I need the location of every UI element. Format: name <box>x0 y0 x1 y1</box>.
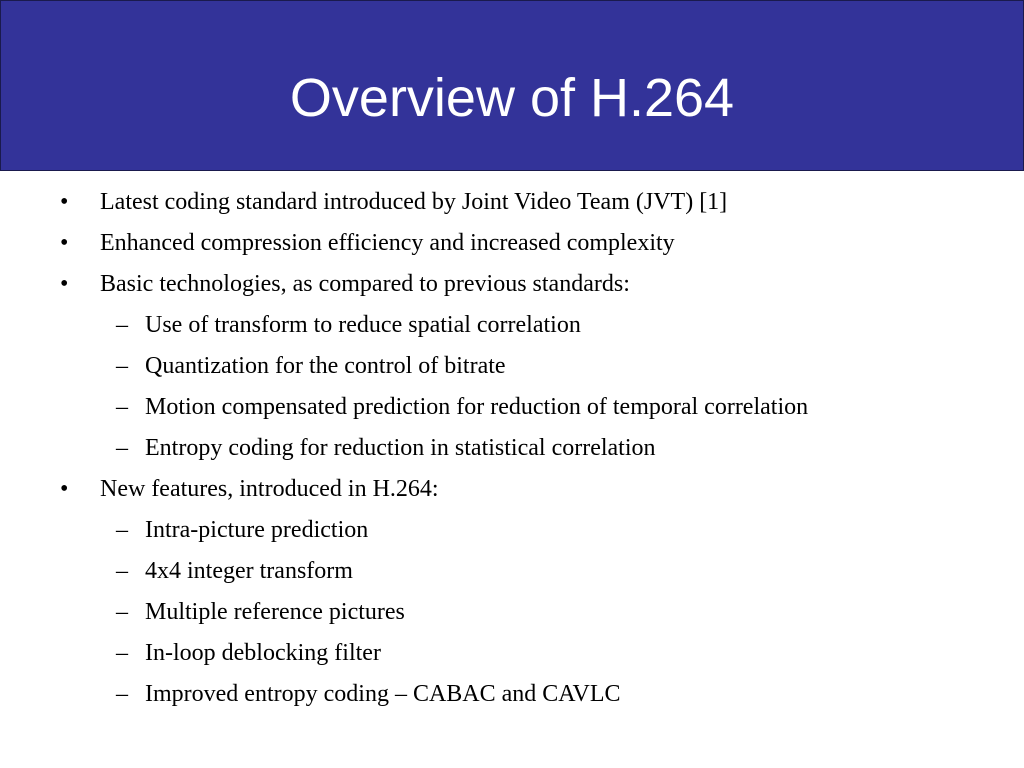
dash-marker: – <box>116 312 128 338</box>
list-item-text: Basic technologies, as compared to previous standards: <box>100 271 630 297</box>
sub-list-item-text: Entropy coding for reduction in statistical correlation <box>145 435 656 461</box>
list-item-text: Latest coding standard introduced by Joint Video Team (JVT) [1] <box>100 189 728 215</box>
dash-marker: – <box>116 394 128 420</box>
list-item <box>0 264 1024 305</box>
sub-list-item-text: Improved entropy coding – CABAC and CAVLC <box>145 681 621 707</box>
list-item <box>0 223 1024 264</box>
sub-list-item-text: 4x4 integer transform <box>145 558 353 584</box>
list-item <box>0 182 1024 223</box>
title-bar <box>0 0 1024 171</box>
dash-marker: – <box>116 435 128 461</box>
dash-marker: – <box>116 681 128 707</box>
sub-list-item-text: Intra-picture prediction <box>145 517 369 543</box>
sub-list-item <box>0 428 1024 469</box>
sub-list-item <box>0 387 1024 428</box>
dash-marker: – <box>116 517 128 543</box>
bullet-marker: • <box>60 189 69 215</box>
bullet-marker: • <box>60 271 69 297</box>
list-item-text: Enhanced compression efficiency and increased complexity <box>100 230 675 256</box>
sub-list-item-text: In-loop deblocking filter <box>145 640 381 666</box>
bullet-marker: • <box>60 230 69 256</box>
dash-marker: – <box>116 599 128 625</box>
bullet-list <box>0 182 1024 715</box>
sub-list-item <box>0 551 1024 592</box>
slide-title: Overview of H.264 <box>289 67 735 128</box>
list-item-text: New features, introduced in H.264: <box>100 476 439 502</box>
dash-marker: – <box>116 640 128 666</box>
dash-marker: – <box>116 558 128 584</box>
sub-list-item-text: Quantization for the control of bitrate <box>145 353 506 379</box>
list-item <box>0 469 1024 510</box>
sub-list-item-text: Motion compensated prediction for reduction of temporal correlation <box>145 394 809 420</box>
dash-marker: – <box>116 353 128 379</box>
sub-list-item <box>0 592 1024 633</box>
sub-list-item <box>0 633 1024 674</box>
sub-list-item <box>0 510 1024 551</box>
sub-list-item <box>0 346 1024 387</box>
sub-list-item <box>0 305 1024 346</box>
sub-list-item-text: Multiple reference pictures <box>145 599 405 625</box>
sub-list-item <box>0 674 1024 715</box>
sub-list-item-text: Use of transform to reduce spatial correlation <box>145 312 581 338</box>
bullet-marker: • <box>60 476 69 502</box>
